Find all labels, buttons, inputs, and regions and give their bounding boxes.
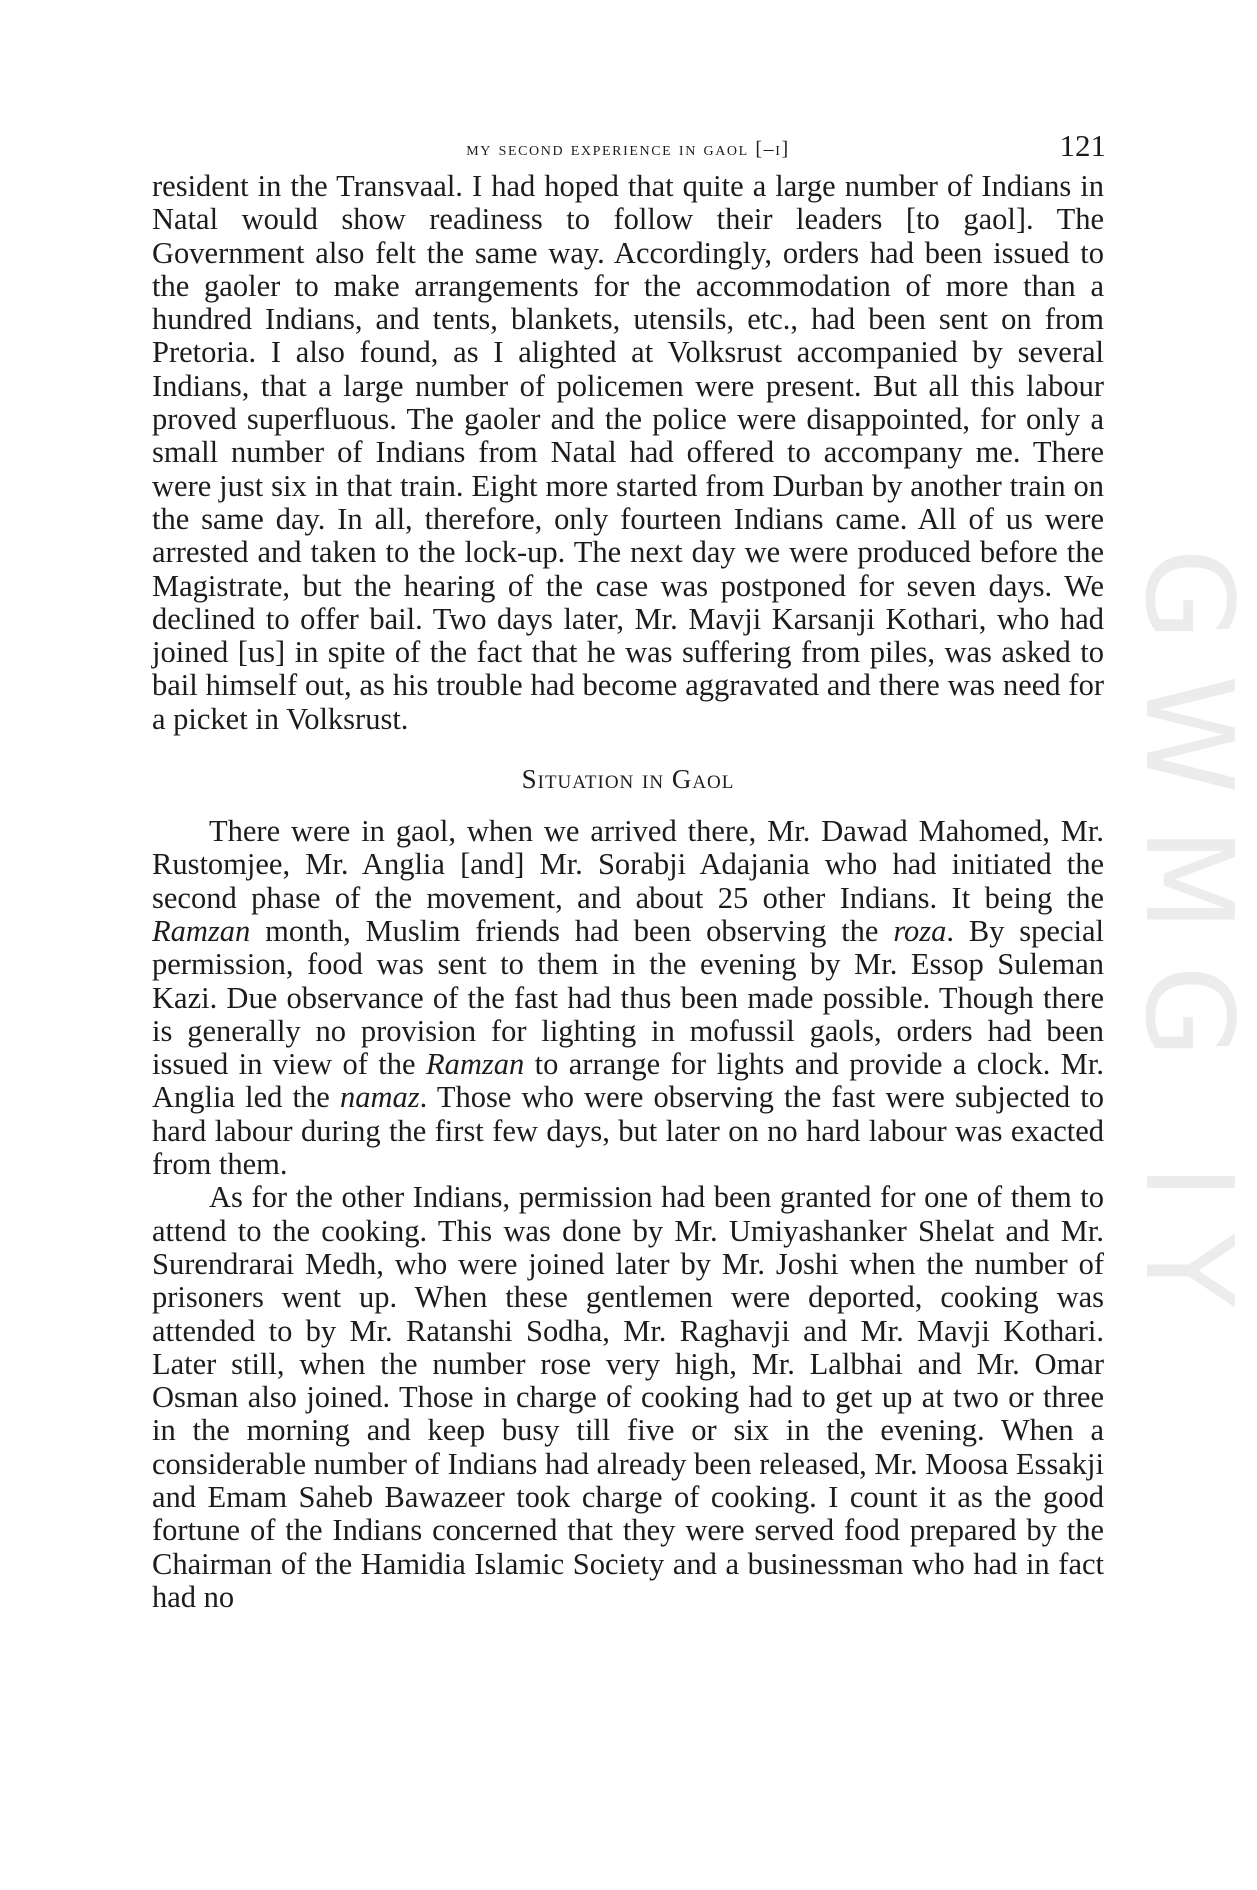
italic-term-ramzan: Ramzan (425, 1047, 525, 1082)
italic-term-namaz: namaz (339, 1080, 420, 1115)
paragraph-3-text: As for the other Indians, permission had been granted for one of them to attend to the cooking. This was done by Mr. Umiyashanker Shelat and Mr. Surendrarai Medh, who were joined later by Mr. Joshi when the number of prisoners went up. When these gentlemen were deported, cooking was attended to by Mr. Ratanshi Sodha, Mr. Raghavji and Mr. Mavji Kothari. Later still, when the number rose very high, Mr. Lalbhai and Mr. Omar Osman also joined. Those in charge of cooking had to get up at two or three in the morning and keep busy till five or six in the evening. When a considerable number of Indians had already been released, Mr. Moosa Essakji and Emam Saheb Bawazeer took charge of cooking. I count it as the good fortune of the Indians concerned that they were served food prepared by the Chairman of the Hamidia Islamic Society and a businessman who had in fact had no (152, 1180, 1104, 1614)
watermark: GWMG IY (1118, 548, 1257, 1341)
paragraph-2-run: month, Muslim friends had been observing the (250, 913, 894, 948)
italic-term-ramzan: Ramzan (152, 913, 251, 948)
running-head (152, 124, 1104, 170)
paragraph-3 (152, 1181, 1104, 1614)
section-heading: Situation in Gaol (521, 764, 735, 795)
paragraph-1 (152, 170, 1104, 736)
book-page (152, 124, 1104, 1614)
paragraph-1-text: resident in the Transvaal. I had hoped that quite a large number of Indians in Natal would show readiness to follow their leaders [to gaol]. The Government also felt the same way. Accordingly, orders had been issued to the gaoler to make arrangements for the accommodation of more than a hundred Indians, and tents, blankets, utensils, etc., had been sent on from Pretoria. I also found, as I alighted at Volksrust accompanied by several Indians, that a large number of policemen were present. But all this labour proved superfluous. The gaoler and the police were disappointed, for only a small number of Indians from Natal had offered to accompany me. There were just six in that train. Eight more started from Durban by another train on the same day. In all, therefore, only fourteen Indians came. All of us were arrested and taken to the lock-up. The next day we were produced before the Magistrate, but the hearing of the case was postponed for seven days. We declined to offer bail. Two days later, Mr. Mavji Karsanji Kothari, who had joined [us] in spite of the fact that he was suffering from piles, was asked to bail himself out, as his trouble had become aggravated and there was need for a picket in Volksrust. (152, 169, 1104, 736)
page-number: 121 (1059, 128, 1106, 163)
paragraph-2 (152, 815, 1104, 1181)
paragraph-2-run: . By special permission, food was sent to them in the evening by Mr. Essop Suleman Kazi. Due observance of the fast had thus been made possible. Though there is generally no provision for lighting in mofussil gaols, orders had been issued in view of the (152, 913, 1104, 1082)
running-title: my second experience in gaol [–i] (466, 138, 790, 160)
paragraph-2-run: . Those who were observing the fast were subjected to hard labour during the first few days, but later on no hard labour was exacted from them. (152, 1080, 1104, 1182)
paragraph-2-run: There were in gaol, when we arrived there, Mr. Dawad Mahomed, Mr. Rustomjee, Mr. Anglia [and] Mr. Sorabji Adajania who had initiated the second phase of the movement, and about 25 other Indians. It being the (152, 814, 1104, 915)
paragraph-2-run: to arrange for lights and provide a clock. Mr. Anglia led the (152, 1047, 1104, 1115)
italic-term-roza: roza (893, 913, 947, 948)
